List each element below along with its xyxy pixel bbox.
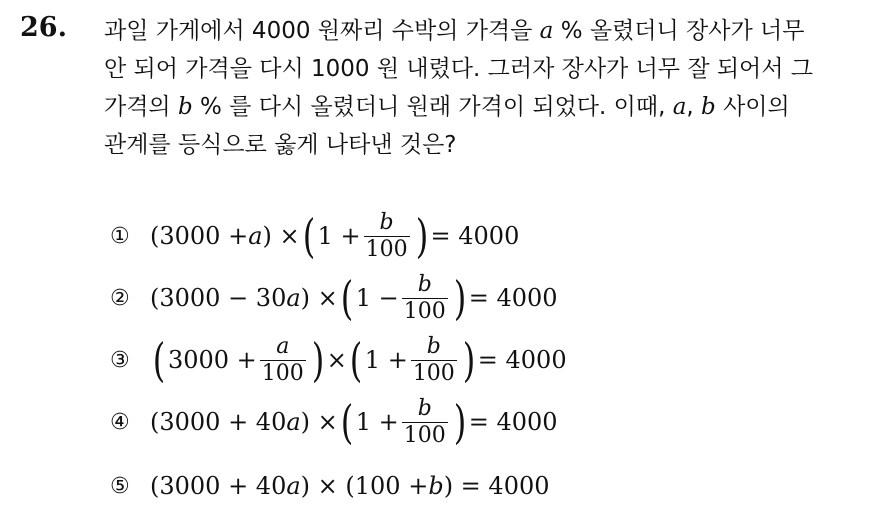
expr-text: (3000 + [150, 222, 249, 250]
expr-text: 1 − [355, 284, 399, 312]
option-expression [150, 334, 567, 387]
expr-text: = 4000 [430, 222, 520, 250]
option-marker: ② [110, 285, 130, 311]
variable-a: a [286, 472, 301, 500]
expr-text: = 4000 [477, 346, 567, 374]
fraction [402, 396, 448, 449]
stem-text: 관계를 등식으로 옳게 나타낸 것은? [104, 132, 457, 158]
option-5[interactable] [110, 456, 550, 516]
option-4[interactable] [110, 392, 558, 452]
right-paren: ) [415, 209, 428, 263]
option-2[interactable] [110, 268, 558, 328]
fraction [260, 334, 306, 387]
left-paren: ( [302, 209, 315, 263]
option-marker: ⑤ [110, 473, 130, 499]
expr-text: ) = 4000 [443, 472, 550, 500]
stem-text: 과일 가게에서 4000 원짜리 수박의 가격을 [104, 18, 540, 44]
expr-text: 1 + [355, 408, 399, 436]
question-number: 26. [20, 12, 67, 43]
stem-text: % 를 다시 올렸더니 원래 가격이 되었다. 이때, [192, 94, 673, 120]
option-expression [150, 396, 558, 449]
fraction-denominator: 100 [365, 236, 408, 262]
expr-text: ) × [262, 222, 300, 250]
fraction-numerator: b [417, 271, 432, 297]
expr-text: (3000 + 40 [150, 472, 287, 500]
fraction-denominator: 100 [261, 360, 304, 386]
stem-text: 가격의 [104, 94, 178, 120]
right-paren: ) [462, 333, 476, 387]
stem-text: % 올렸더니 장사가 너무 [553, 18, 805, 44]
variable-b: b [428, 472, 444, 500]
right-paren: ) [453, 395, 467, 449]
variable-b: b [701, 94, 716, 120]
expr-text: 1 + [364, 346, 408, 374]
expr-text: = 4000 [468, 284, 558, 312]
left-paren: ( [152, 333, 166, 387]
stem-text: 안 되어 가격을 다시 1000 원 내렸다. 그러자 장사가 너무 잘 되어서 그 [104, 56, 814, 82]
option-3[interactable] [110, 330, 567, 390]
option-marker: ③ [110, 347, 130, 373]
fraction-numerator: b [379, 209, 394, 235]
fraction-denominator: 100 [403, 422, 446, 448]
option-expression [150, 472, 550, 500]
fraction-numerator: b [426, 333, 441, 359]
variable-a: a [286, 408, 301, 436]
fraction [402, 272, 448, 325]
variable-a: a [286, 284, 301, 312]
left-paren: ( [349, 333, 363, 387]
fraction-denominator: 100 [412, 360, 455, 386]
expr-text: = 4000 [468, 408, 558, 436]
option-marker: ① [110, 223, 130, 249]
expr-text: 1 + [317, 222, 361, 250]
option-marker: ④ [110, 409, 130, 435]
option-1[interactable] [110, 206, 519, 266]
option-expression [150, 210, 519, 263]
expr-text: ) × [300, 408, 338, 436]
variable-a: a [248, 222, 263, 250]
variable-a: a [539, 18, 554, 44]
right-paren: ) [311, 333, 325, 387]
right-paren: ) [453, 271, 467, 325]
fraction-numerator: b [417, 395, 432, 421]
expr-text: (3000 − 30 [150, 284, 287, 312]
fraction [364, 210, 410, 263]
stem-text: , [686, 94, 702, 120]
fraction-denominator: 100 [403, 298, 446, 324]
fraction [411, 334, 457, 387]
variable-a: a [672, 94, 687, 120]
expr-text: ) × [300, 284, 338, 312]
expr-text: ) × (100 + [300, 472, 429, 500]
expr-text: 3000 + [167, 346, 257, 374]
fraction-numerator: a [276, 333, 290, 359]
option-expression [150, 272, 558, 325]
stem-text: 사이의 [715, 94, 790, 120]
expr-text: (3000 + 40 [150, 408, 287, 436]
variable-b: b [177, 94, 193, 120]
left-paren: ( [340, 271, 354, 325]
left-paren: ( [340, 395, 354, 449]
expr-text: × [326, 346, 347, 374]
